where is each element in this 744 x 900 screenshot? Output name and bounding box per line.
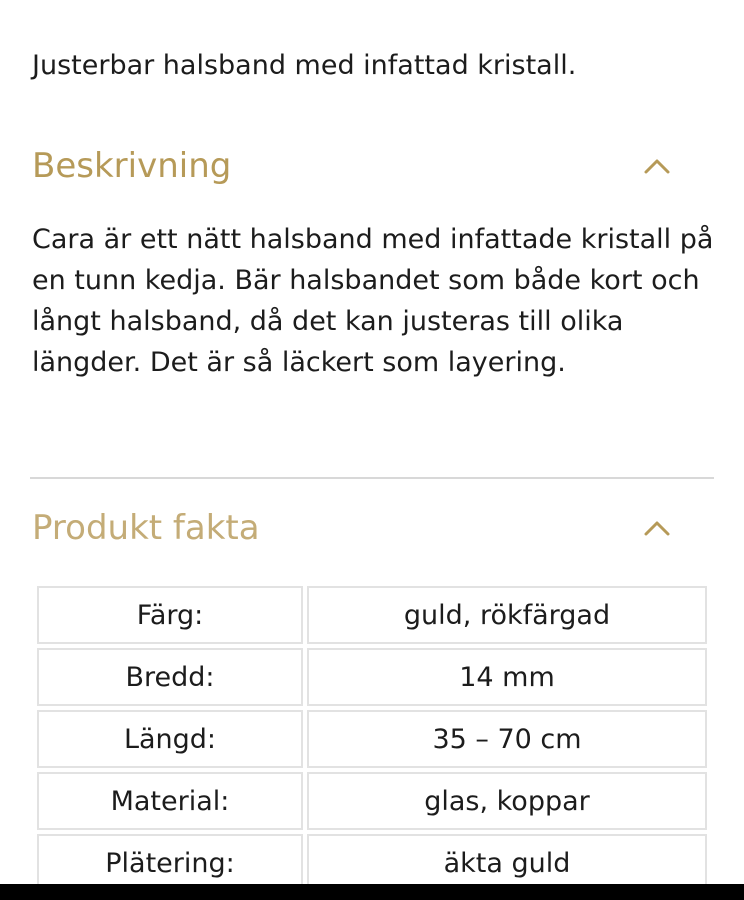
fact-value: guld, rökfärgad — [307, 586, 707, 644]
table-row — [37, 834, 707, 884]
fact-key: Material: — [37, 772, 303, 830]
table-row — [37, 772, 707, 830]
section-divider — [30, 477, 714, 479]
table-row — [37, 710, 707, 768]
screen-bottom-bar — [0, 884, 744, 900]
fact-value: 14 mm — [307, 648, 707, 706]
fact-key: Längd: — [37, 710, 303, 768]
fact-key: Bredd: — [37, 648, 303, 706]
facts-section-header[interactable] — [32, 506, 712, 550]
description-section-title: Beskrivning — [32, 146, 232, 186]
fact-value: 35 – 70 cm — [307, 710, 707, 768]
fact-value: äkta guld — [307, 834, 707, 884]
table-row — [37, 648, 707, 706]
chevron-up-icon[interactable] — [642, 513, 672, 543]
product-intro-text: Justerbar halsband med infattad kristall. — [32, 50, 577, 81]
product-facts-table — [33, 582, 711, 884]
table-row — [37, 586, 707, 644]
fact-key: Plätering: — [37, 834, 303, 884]
description-text: Cara är ett nätt halsband med infattade kristall på en tunn kedja. Bär halsbandet som både kort och långt halsband, då det kan justeras till olika längder. Det är så läckert som layering. — [32, 224, 714, 378]
description-section-header[interactable] — [32, 144, 712, 188]
fact-key: Färg: — [37, 586, 303, 644]
chevron-up-icon[interactable] — [642, 151, 672, 181]
facts-section-title: Produkt fakta — [32, 508, 260, 548]
fact-value: glas, koppar — [307, 772, 707, 830]
